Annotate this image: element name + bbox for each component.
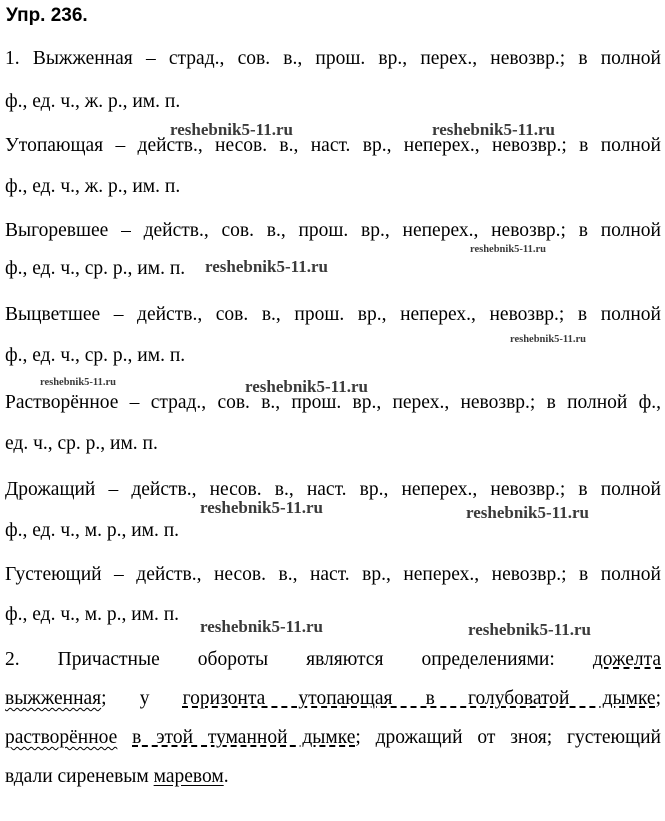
word-marevom: маревом bbox=[153, 766, 224, 787]
para2-l4-end: . bbox=[223, 766, 229, 787]
participle-phrases-line-2 bbox=[5, 686, 661, 712]
participle-rastvoryonnoe: растворённое bbox=[5, 727, 118, 748]
watermark: reshebnik5-11.ru bbox=[245, 377, 368, 396]
watermark: reshebnik5-11.ru bbox=[200, 617, 323, 636]
para2-l4-start: вдали сиреневым bbox=[5, 766, 149, 787]
phrase-gorizonta: горизонта утопающая в голубоватой дымке bbox=[182, 688, 656, 709]
entry-5-line-2: ед. ч., ср. р., им. п. bbox=[5, 433, 158, 454]
participle-vyzhzhennaya: выжженная bbox=[5, 688, 102, 709]
watermark: reshebnik5-11.ru bbox=[466, 503, 589, 522]
watermark: reshebnik5-11.ru bbox=[200, 498, 323, 517]
para2-intro: 2. Причастные обороты являются определениями: bbox=[5, 649, 555, 670]
phrase-dozhelta: дожелта bbox=[592, 649, 662, 670]
para2-sep: ; у bbox=[101, 688, 150, 709]
entry-7-line-1: Густеющий – действ., несов. в., наст. вр., неперех., невозвр.; в полной bbox=[5, 564, 661, 585]
entry-2-line-2: ф., ед. ч., ж. р., им. п. bbox=[5, 176, 181, 197]
entry-4-line-2: ф., ед. ч., ср. р., им. п. bbox=[5, 345, 186, 366]
watermark-small: reshebnik5-11.ru bbox=[470, 244, 546, 255]
watermark: reshebnik5-11.ru bbox=[205, 257, 328, 276]
entry-1-line-1: 1. Выжженная – страд., сов. в., прош. вр., перех., невозвр.; в полной bbox=[5, 48, 661, 69]
entry-3-line-2: ф., ед. ч., ср. р., им. п. bbox=[5, 258, 186, 279]
watermark: reshebnik5-11.ru bbox=[170, 120, 293, 139]
participle-phrases-line-1 bbox=[5, 647, 661, 673]
entry-6-line-2: ф., ед. ч., м. р., им. п. bbox=[5, 520, 180, 541]
para2-l3-end: ; дрожащий от зноя; густеющий bbox=[355, 727, 661, 748]
watermark: reshebnik5-11.ru bbox=[468, 620, 591, 639]
entry-1-line-2: ф., ед. ч., ж. р., им. п. bbox=[5, 91, 181, 112]
entry-6-line-1: Дрожащий – действ., несов. в., наст. вр., неперех., невозвр.; в полной bbox=[5, 479, 661, 500]
phrase-v-etoy-dymke: в этой туманной дымке bbox=[132, 727, 356, 748]
watermark-small: reshebnik5-11.ru bbox=[510, 334, 586, 345]
exercise-title: Упр. 236. bbox=[6, 5, 88, 26]
para2-l2-end: ; bbox=[655, 688, 662, 709]
entry-5-line-1: Растворённое – страд., сов. в., прош. вр., перех., невозвр.; в полной ф., bbox=[5, 392, 661, 413]
entry-3-line-1: Выгоревшее – действ., сов. в., прош. вр., неперех., невозвр.; в полной bbox=[5, 220, 661, 241]
entry-2-line-1: Утопающая – действ., несов. в., наст. вр., неперех., невозвр.; в полной bbox=[5, 135, 661, 156]
entry-4-line-1: Выцветшее – действ., сов. в., прош. вр., неперех., невозвр.; в полной bbox=[5, 304, 661, 325]
watermark: reshebnik5-11.ru bbox=[432, 120, 555, 139]
entry-7-line-2: ф., ед. ч., м. р., им. п. bbox=[5, 604, 180, 625]
participle-phrases-line-3 bbox=[5, 725, 661, 751]
participle-phrases-line-4 bbox=[5, 764, 661, 790]
watermark-small: reshebnik5-11.ru bbox=[40, 377, 116, 388]
